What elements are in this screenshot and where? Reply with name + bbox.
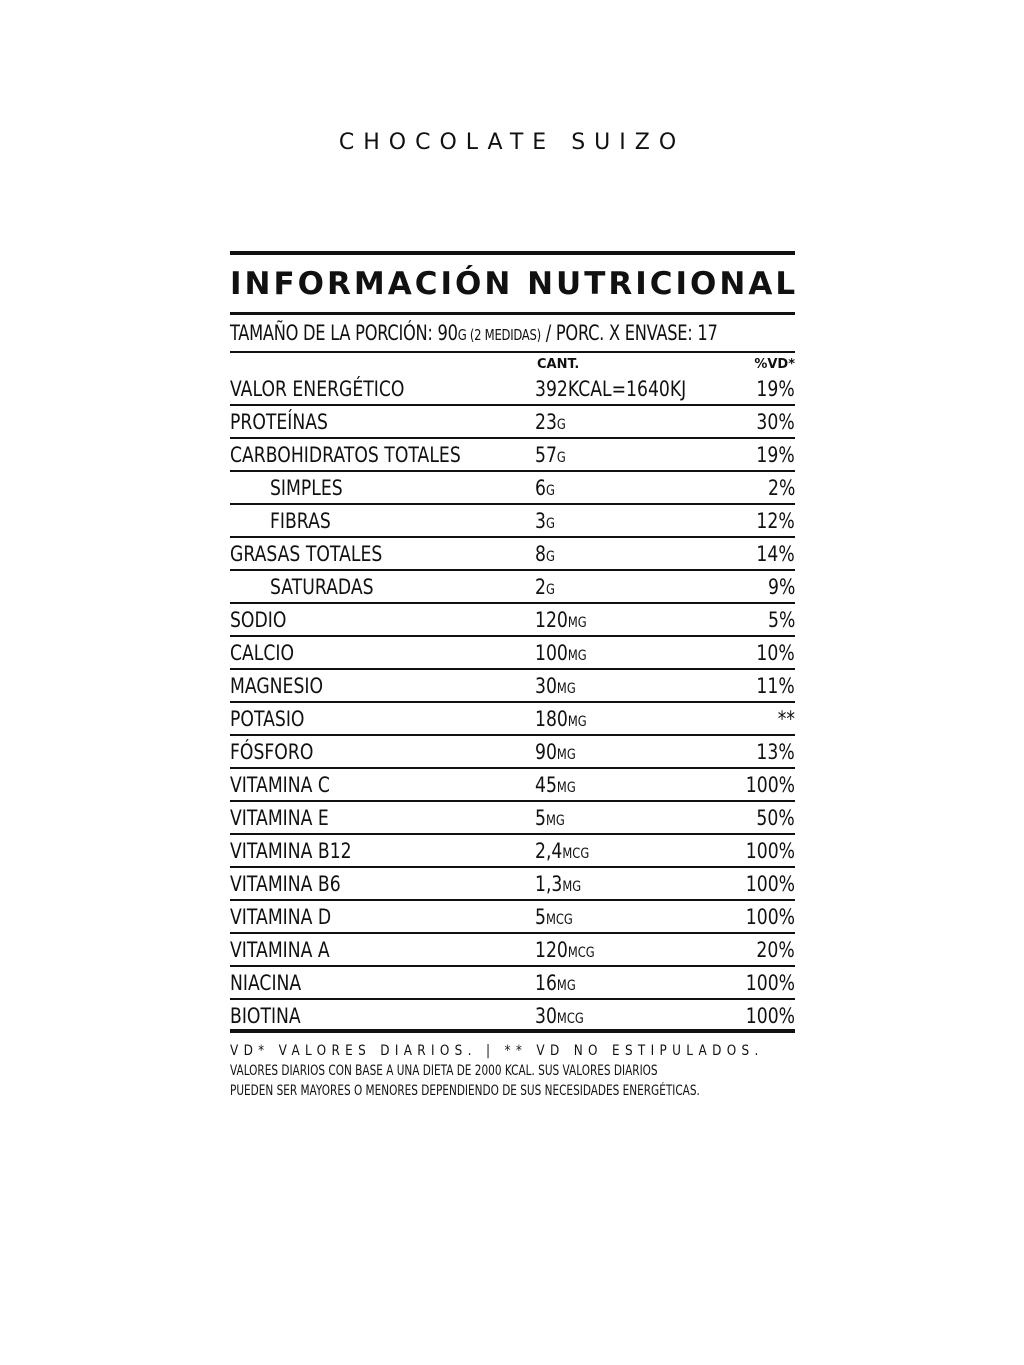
daily-value-percent: 100%	[745, 773, 795, 797]
table-row	[230, 571, 795, 604]
table-row	[230, 703, 795, 736]
amount-value: 120	[535, 938, 568, 962]
nutrient-amount	[535, 741, 576, 766]
table-row	[230, 538, 795, 571]
nutrient-label: SIMPLES	[270, 476, 343, 500]
table-row	[230, 736, 795, 769]
nutrient-amount	[535, 708, 587, 733]
footer-note-1: VALORES DIARIOS CON BASE A UNA DIETA DE 2000 KCAL. SUS VALORES DIARIOS	[230, 1063, 658, 1079]
nutrient-label: VITAMINA D	[230, 905, 332, 929]
product-title: CHOCOLATE SUIZO	[338, 130, 686, 155]
table-row	[230, 934, 795, 967]
table-row	[230, 637, 795, 670]
nutrient-label: PROTEÍNAS	[230, 410, 328, 434]
nutrient-label: SATURADAS	[270, 575, 374, 599]
amount-value: 5	[535, 806, 546, 830]
nutrient-amount	[535, 873, 581, 898]
nutrient-label: GRASAS TOTALES	[230, 542, 383, 566]
nutrient-amount	[535, 576, 555, 601]
table-row	[230, 505, 795, 538]
amount-unit: MG	[545, 813, 565, 829]
nutrient-amount	[535, 642, 587, 667]
nutrient-label: MAGNESIO	[230, 674, 324, 698]
footer-notes	[230, 1041, 795, 1101]
nutrient-label: SODIO	[230, 608, 287, 632]
amount-value: 23	[535, 410, 557, 434]
daily-value-percent: 100%	[745, 971, 795, 995]
amount-unit: MCG	[556, 1011, 584, 1027]
amount-unit: G	[545, 549, 555, 565]
table-row	[230, 670, 795, 703]
table-row	[230, 901, 795, 934]
daily-value-percent: 50%	[756, 806, 795, 830]
daily-value-percent: 30%	[756, 410, 795, 434]
amount-unit: G	[545, 582, 555, 598]
panel-title: INFORMACIÓN NUTRICIONAL	[230, 266, 799, 302]
amount-unit: G	[545, 483, 555, 499]
amount-value: 180	[535, 707, 568, 731]
amount-value: 6	[535, 476, 546, 500]
daily-value-percent: 100%	[745, 839, 795, 863]
nutrient-amount	[535, 906, 573, 931]
amount-unit: MG	[556, 780, 576, 796]
nutrient-amount	[535, 1005, 584, 1030]
amount-column-header: CANT.	[537, 357, 580, 372]
serving-unit: G (2 MEDIDAS)	[457, 326, 541, 344]
amount-unit: MG	[567, 615, 587, 631]
amount-value: 1,3	[535, 872, 563, 896]
table-row	[230, 373, 795, 406]
nutrient-label: POTASIO	[230, 707, 305, 731]
daily-value-percent: 5%	[767, 608, 795, 632]
table-row	[230, 835, 795, 868]
amount-value: 5	[535, 905, 546, 929]
nutrient-amount	[535, 609, 587, 634]
table-row	[230, 1000, 795, 1033]
nutrient-label: VITAMINA A	[230, 938, 330, 962]
amount-unit: MG	[567, 648, 587, 664]
table-row	[230, 472, 795, 505]
daily-value-column-header: %VD*	[754, 357, 795, 372]
amount-unit: MCG	[567, 945, 595, 961]
serving-suffix: / PORC. X ENVASE: 17	[540, 321, 718, 345]
daily-value-percent: 10%	[756, 641, 795, 665]
nutrient-label: VALOR ENERGÉTICO	[230, 377, 405, 401]
table-row	[230, 439, 795, 472]
amount-value: 16	[535, 971, 557, 995]
amount-value: 8	[535, 542, 546, 566]
nutrient-amount	[535, 807, 565, 832]
nutrient-amount	[535, 477, 555, 502]
nutrient-label: VITAMINA B12	[230, 839, 352, 863]
nutrient-label: NIACINA	[230, 971, 302, 995]
nutrient-amount	[535, 939, 595, 964]
amount-value: 2	[535, 575, 546, 599]
nutrient-amount	[535, 510, 555, 535]
daily-value-percent: 100%	[745, 872, 795, 896]
nutrient-label: CARBOHIDRATOS TOTALES	[230, 443, 461, 467]
amount-unit: MG	[556, 747, 576, 763]
nutrient-label: VITAMINA B6	[230, 872, 341, 896]
amount-unit: MG	[562, 879, 582, 895]
amount-value: 30	[535, 1004, 557, 1028]
nutrient-label: CALCIO	[230, 641, 295, 665]
daily-value-percent: 20%	[756, 938, 795, 962]
column-headers	[230, 353, 795, 373]
footer-legend: VD* VALORES DIARIOS. | ** VD NO ESTIPULADOS.	[230, 1043, 764, 1059]
daily-value-percent: 100%	[745, 905, 795, 929]
amount-unit: G	[556, 417, 566, 433]
amount-unit: MCG	[545, 912, 573, 928]
nutrient-amount	[535, 840, 589, 865]
amount-value: 90	[535, 740, 557, 764]
table-row	[230, 406, 795, 439]
nutrient-amount	[535, 543, 555, 568]
table-row	[230, 769, 795, 802]
amount-value: 45	[535, 773, 557, 797]
title-rule	[230, 312, 795, 315]
amount-value: 120	[535, 608, 568, 632]
amount-value: 2,4	[535, 839, 563, 863]
daily-value-percent: 19%	[756, 377, 795, 401]
table-row	[230, 604, 795, 637]
nutrient-amount	[535, 378, 686, 403]
amount-unit: G	[556, 450, 566, 466]
daily-value-percent: 14%	[756, 542, 795, 566]
serving-prefix: TAMAÑO DE LA PORCIÓN: 90	[230, 321, 458, 345]
amount-value: 3	[535, 509, 546, 533]
nutrient-amount	[535, 675, 576, 700]
daily-value-percent: 9%	[767, 575, 795, 599]
amount-value: 100	[535, 641, 568, 665]
nutrient-label: FIBRAS	[270, 509, 331, 533]
nutrition-facts-panel	[230, 251, 799, 1101]
nutrient-rows	[230, 373, 795, 1033]
top-rule	[230, 251, 795, 255]
nutrient-amount	[535, 411, 566, 436]
daily-value-percent: 2%	[767, 476, 795, 500]
amount-value: 30	[535, 674, 557, 698]
footer-note-2: PUEDEN SER MAYORES O MENORES DEPENDIENDO DE SUS NECESIDADES ENERGÉTICAS.	[230, 1083, 700, 1099]
daily-value-percent: 100%	[745, 1004, 795, 1028]
amount-unit: MG	[556, 681, 576, 697]
daily-value-percent: 19%	[756, 443, 795, 467]
nutrient-label: VITAMINA E	[230, 806, 329, 830]
amount-unit: MG	[556, 978, 576, 994]
amount-unit: MG	[567, 714, 587, 730]
table-row	[230, 802, 795, 835]
daily-value-percent: 12%	[756, 509, 795, 533]
nutrient-amount	[535, 774, 576, 799]
serving-size	[230, 323, 716, 347]
nutrient-amount	[535, 444, 566, 469]
amount-value: 392KCAL=1640KJ	[535, 377, 687, 401]
nutrient-label: FÓSFORO	[230, 740, 314, 764]
daily-value-percent: 11%	[756, 674, 795, 698]
table-row	[230, 967, 795, 1000]
table-row	[230, 868, 795, 901]
nutrient-label: BIOTINA	[230, 1004, 301, 1028]
amount-unit: G	[545, 516, 555, 532]
nutrient-label: VITAMINA C	[230, 773, 330, 797]
daily-value-percent: **	[777, 707, 795, 731]
nutrient-amount	[535, 972, 576, 997]
amount-value: 57	[535, 443, 557, 467]
amount-unit: MCG	[562, 846, 590, 862]
daily-value-percent: 13%	[756, 740, 795, 764]
